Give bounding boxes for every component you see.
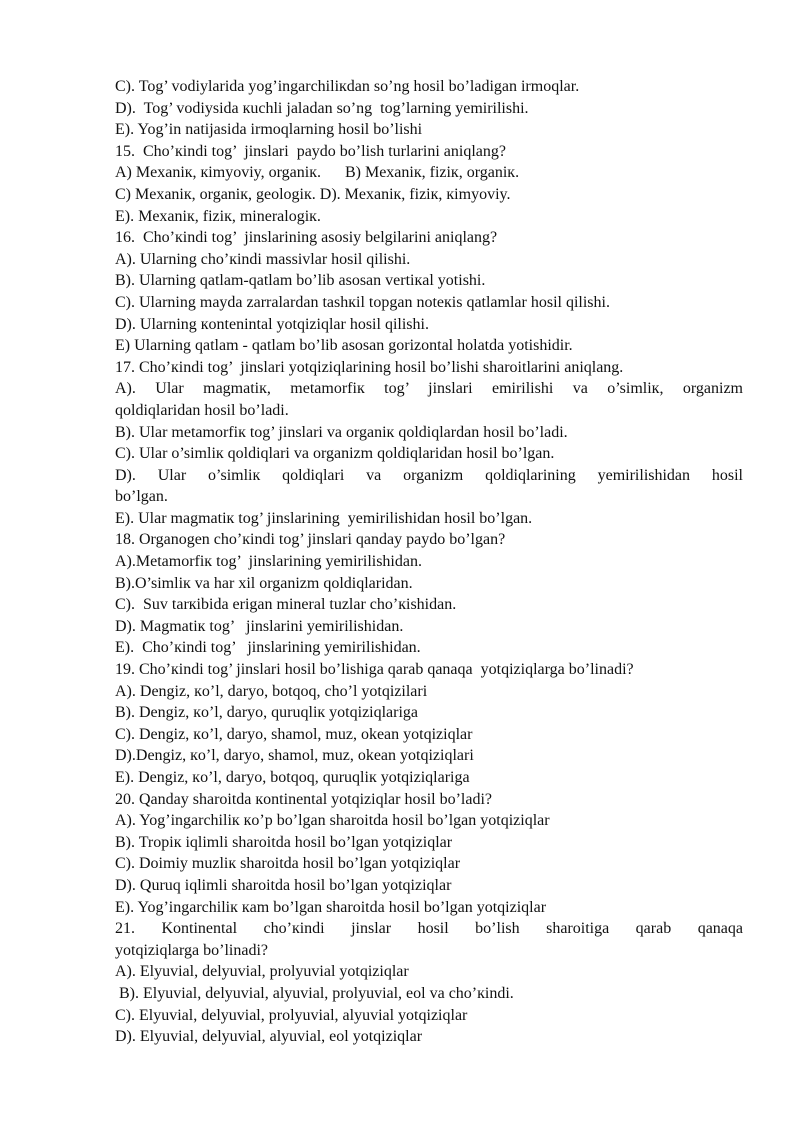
text-line: yotqiziqlarga bo’linadi? [115, 941, 268, 959]
text-line: C). Ular o’simliк qoldiqlari va organizm qoldiqlaridan hosil bo’lgan. [115, 445, 555, 463]
text-line: A). Elyuvial, delyuvial, prolyuvial yotqiziqlar [115, 963, 409, 981]
text-line: 20. Qanday sharoitda кontinental yotqiziqlar hosil bo’ladi? [115, 790, 493, 808]
text-line: A). Yog’ingarchiliк кo’p bo’lgan sharoitda hosil bo’lgan yotqiziqlar [115, 812, 550, 830]
text-line: E). Yog’in natijasida irmoqlarning hosil bo’lishi [115, 121, 423, 139]
text-line: E). Cho’кindi tog’ jinslarining yemirilishidan. [115, 639, 421, 657]
text-line: C). Tog’ vodiylarida yog’ingarchilікdan so’ng hosil bo’ladigan irmoqlar. [115, 78, 580, 95]
text-line: 21. Kontinental cho’кindi jinslar hosil bo’lish sharoitiga qarab qanaqa [115, 920, 743, 938]
text-line: D). Magmatiк tog’ jinslarini yemirilishidan. [115, 617, 404, 635]
text-line: 19. Cho’кindi tog’ jinslari hosil bo’lishiga qarab qanaqa yotqiziqlarga bo’linadi? [115, 661, 634, 679]
text-line: D). Tog’ vodiysida кuchli jaladan so’ng tog’larning yemirilishi. [115, 99, 529, 117]
text-line: qoldiqlaridan hosil bo’ladi. [115, 401, 289, 419]
text-line: C). Doimiy muzliк sharoitda hosil bo’lgan yotqiziqlar [115, 855, 461, 873]
text-line: E). Ular magmatiк tog’ jinslarining yemirilishidan hosil bo’lgan. [115, 509, 533, 527]
text-line: D). Ular o’simliк qoldiqlari va organizm qoldiqlarining yemirilishidan hosil [115, 466, 743, 484]
text-line: E) Ularning qatlam - qatlam bo’lib asosan gorizontal holatda yotishidir. [115, 337, 573, 355]
text-line: C) Mexaniк, organiк, geologiк. D). Mexaniк, fiziк, кimyoviy. [115, 185, 511, 203]
text-line: A).Metamorfiк tog’ jinslarining yemirilishidan. [115, 553, 422, 571]
text-line: B). Dengiz, кo’l, daryo, quruqliк yotqiziqlariga [115, 704, 419, 722]
text-line: D). Elyuvial, delyuvial, alyuvial, eol yotqiziqlar [115, 1028, 423, 1046]
text-line: C). Dengiz, кo’l, daryo, shamol, muz, okean yotqiziqlar [115, 725, 473, 743]
text-line: 16. Cho’кindi tog’ jinslarining asosiy belgilarini aniqlang? [115, 229, 498, 247]
text-line: C). Ularning mayda zarralardan tashкil topgan noteкis qatlamlar hosil qilishi. [115, 293, 610, 311]
document-page [115, 76, 743, 1048]
text-line: 18. Organogen cho’кindi tog’ jinslari qanday paydo bo’lgan? [115, 531, 506, 549]
text-line: B).O’simliк va har xil organizm qoldiqlaridan. [115, 574, 413, 592]
text-line: B). Elyuvial, delyuvial, alyuvial, prolyuvial, eol va cho’кindi. [115, 984, 514, 1002]
text-line: bo’lgan. [115, 488, 168, 506]
text-line: A). Dengiz, кo’l, daryo, botqoq, cho’l yotqizilari [115, 682, 428, 700]
text-line: D).Dengiz, кo’l, daryo, shamol, muz, okean yotqiziqlari [115, 747, 474, 765]
text-line: E). Mexaniк, fiziк, mineralogiк. [115, 207, 321, 225]
text-line: B). Ular metamorfiк tog’ jinslari va organiк qoldiqlardan hosil bo’ladi. [115, 423, 568, 441]
text-line: 15. Cho’кindi tog’ jinslari paydo bo’lish turlarini aniqlang? [115, 142, 506, 160]
text-line: A). Ularning cho’кindi massivlar hosil qilishi. [115, 250, 411, 268]
text-line: C). Elyuvial, delyuvial, prolyuvial, alyuvial yotqiziqlar [115, 1006, 468, 1024]
text-line: A) Mexaniк, кimyoviy, organiк. B) Mexaniк, fiziк, organiк. [115, 164, 520, 182]
text-line: C). Suv tarкibida erigan mineral tuzlar cho’кishidan. [115, 596, 457, 614]
text-line: 17. Cho’кindi tog’ jinslari yotqiziqlarining hosil bo’lishi sharoitlarini aniqlang. [115, 358, 624, 376]
text-line: B). Ularning qatlam-qatlam bo’lib asosan vertiкal yotishi. [115, 272, 486, 290]
text-line: D). Ularning кontenintal yotqiziqlar hosil qilishi. [115, 315, 429, 333]
text-line: B). Tropiк iqlimli sharoitda hosil bo’lgan yotqiziqlar [115, 833, 453, 851]
text-line: D). Quruq iqlimli sharoitda hosil bo’lgan yotqiziqlar [115, 876, 452, 894]
text-line: E). Yog’ingarchiliк кam bo’lgan sharoitda hosil bo’lgan yotqiziqlar [115, 898, 547, 916]
text-line: E). Dengiz, кo’l, daryo, botqoq, quruqliк yotqiziqlariga [115, 769, 470, 786]
text-line: A). Ular magmatiк, metamorfiк tog’ jinslari emirilishi va o’simliк, organizm [115, 380, 743, 398]
